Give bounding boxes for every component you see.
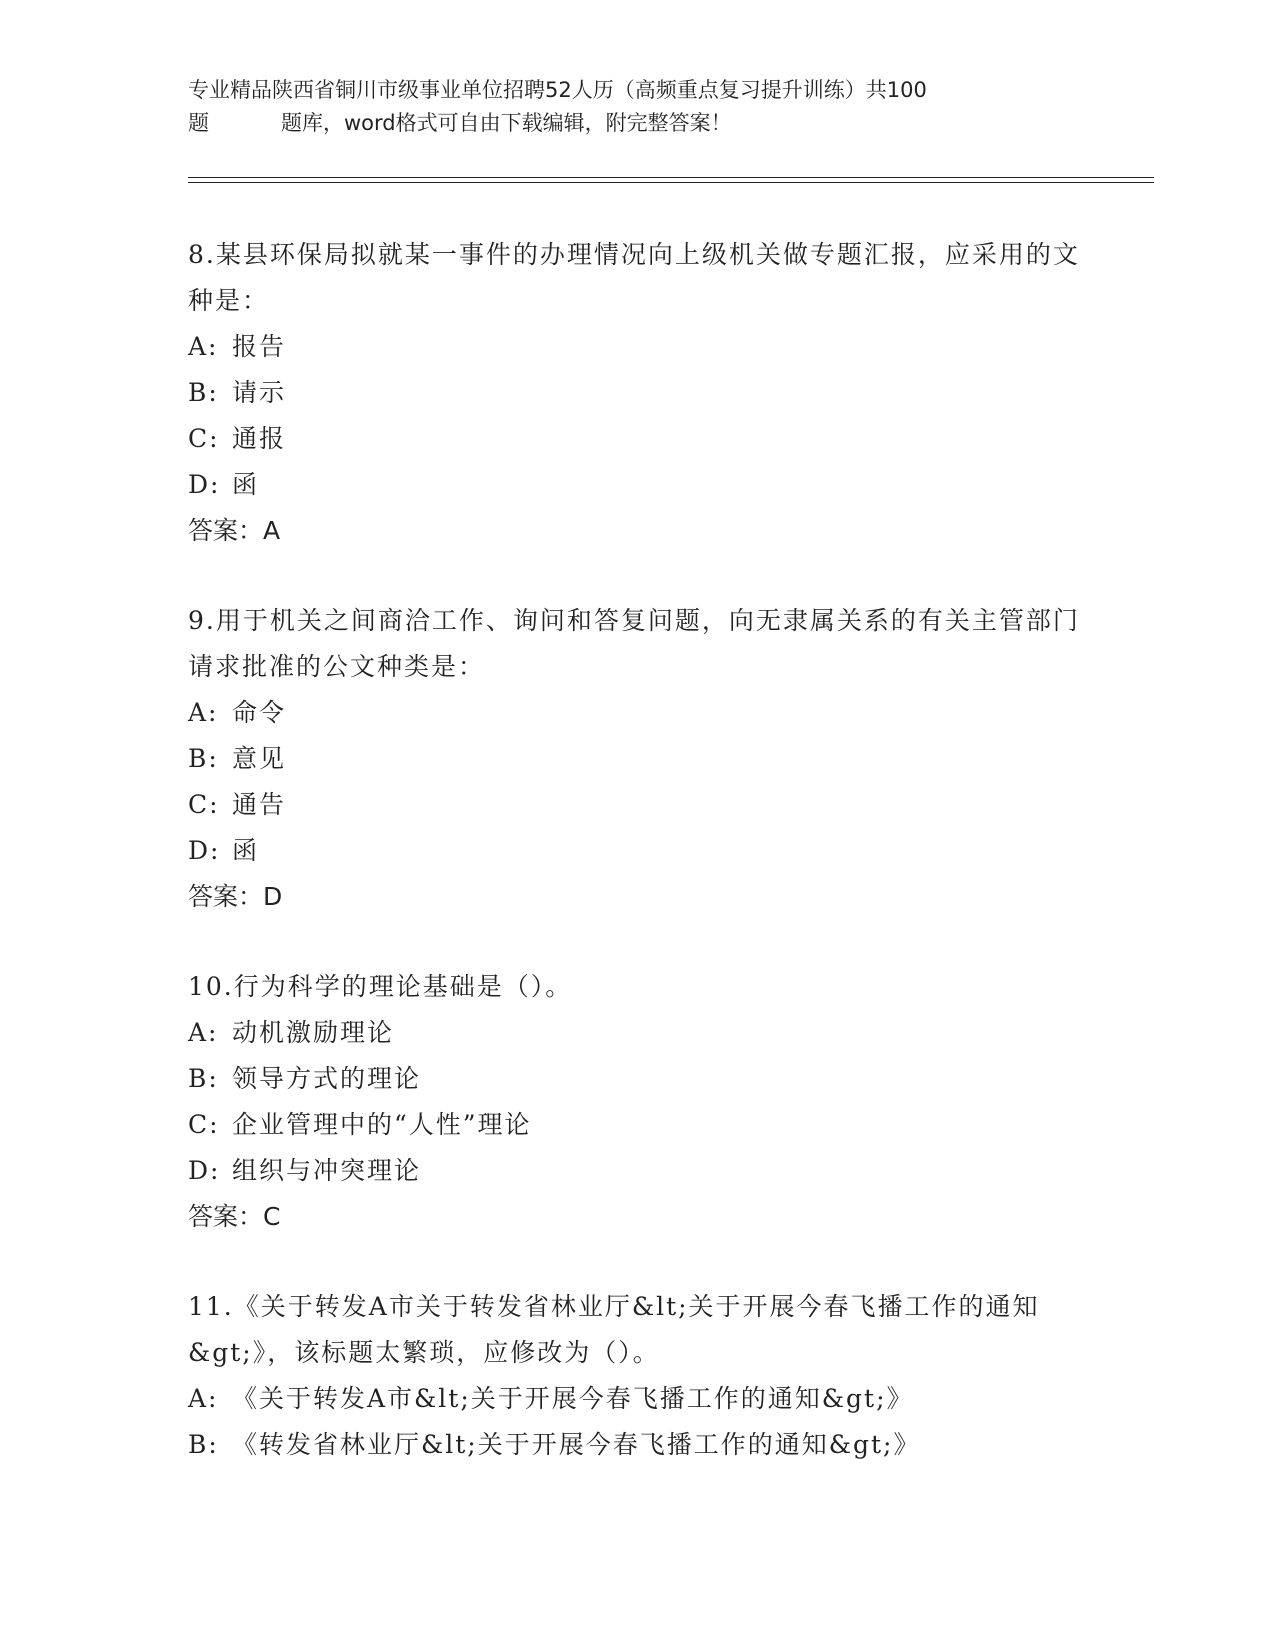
option-text: 组织与冲突理论 xyxy=(232,1156,422,1185)
question-stem: 10.行为科学的理论基础是（）。 xyxy=(188,972,573,1001)
option-c xyxy=(188,782,1088,828)
option-a xyxy=(188,1010,1088,1056)
option-key: A: xyxy=(188,698,219,727)
answer-line: 答案：C xyxy=(188,1202,281,1231)
question-stem: 9.用于机关之间商洽工作、询问和答复问题，向无隶属关系的有关主管部门请求批准的公文种类是： xyxy=(188,606,1080,681)
option-text: 报告 xyxy=(232,332,287,361)
header-divider-bottom xyxy=(188,182,1154,183)
question-9 xyxy=(188,598,1088,920)
option-text: 领导方式的理论 xyxy=(232,1064,422,1093)
question-11 xyxy=(188,1284,1088,1468)
option-text: 函 xyxy=(232,470,260,499)
option-text: 通告 xyxy=(232,790,287,819)
option-text: 请示 xyxy=(232,378,287,407)
option-key: C: xyxy=(188,790,220,819)
option-key: D: xyxy=(188,470,221,499)
option-key: D: xyxy=(188,1156,221,1185)
header-title-line2-right: 题库，word格式可自由下载编辑，附完整答案！ xyxy=(281,111,732,135)
question-list xyxy=(188,232,1088,1468)
header-title-line1: 专业精品陕西省铜川市级事业单位招聘52人历（高频重点复习提升训练）共100 xyxy=(188,78,927,102)
option-c xyxy=(188,1102,1088,1148)
option-text: 动机激励理论 xyxy=(232,1018,395,1047)
option-key: B: xyxy=(188,744,219,773)
option-a xyxy=(188,690,1088,736)
option-text: 《关于转发A市&lt;关于开展今春飞播工作的通知&gt;》 xyxy=(232,1384,914,1413)
option-key: A: xyxy=(188,332,219,361)
option-b xyxy=(188,370,1088,416)
option-key: B: xyxy=(188,378,219,407)
question-8 xyxy=(188,232,1088,554)
answer-line: 答案：D xyxy=(188,882,283,911)
header-title-line2-left: 题 xyxy=(188,111,209,135)
question-stem: 8.某县环保局拟就某一事件的办理情况向上级机关做专题汇报，应采用的文种是： xyxy=(188,240,1080,315)
option-key: C: xyxy=(188,1110,220,1139)
option-key: B: xyxy=(188,1064,219,1093)
option-key: A: xyxy=(188,1018,219,1047)
header-divider-top xyxy=(188,177,1154,178)
option-text: 企业管理中的“人性”理论 xyxy=(232,1110,532,1139)
option-d xyxy=(188,1148,1088,1194)
option-key: B: xyxy=(188,1430,219,1459)
header-title-line2 xyxy=(188,107,1088,140)
question-10 xyxy=(188,964,1088,1240)
option-key: D: xyxy=(188,836,221,865)
option-a xyxy=(188,324,1088,370)
option-text: 《转发省林业厅&lt;关于开展今春飞播工作的通知&gt;》 xyxy=(232,1430,921,1459)
option-text: 通报 xyxy=(232,424,287,453)
question-stem: 11.《关于转发A市关于转发省林业厅&lt;关于开展今春飞播工作的通知&gt;》，该标题太繁琐，应修改为（）。 xyxy=(188,1292,1040,1367)
option-key: A: xyxy=(188,1384,219,1413)
option-text: 意见 xyxy=(232,744,287,773)
option-b xyxy=(188,1056,1088,1102)
option-d xyxy=(188,828,1088,874)
option-text: 命令 xyxy=(232,698,287,727)
option-d xyxy=(188,462,1088,508)
document-header xyxy=(188,74,1088,140)
option-b xyxy=(188,1422,1088,1468)
option-key: C: xyxy=(188,424,220,453)
option-c xyxy=(188,416,1088,462)
option-b xyxy=(188,736,1088,782)
option-text: 函 xyxy=(232,836,260,865)
option-a xyxy=(188,1376,1088,1422)
answer-line: 答案：A xyxy=(188,516,281,545)
